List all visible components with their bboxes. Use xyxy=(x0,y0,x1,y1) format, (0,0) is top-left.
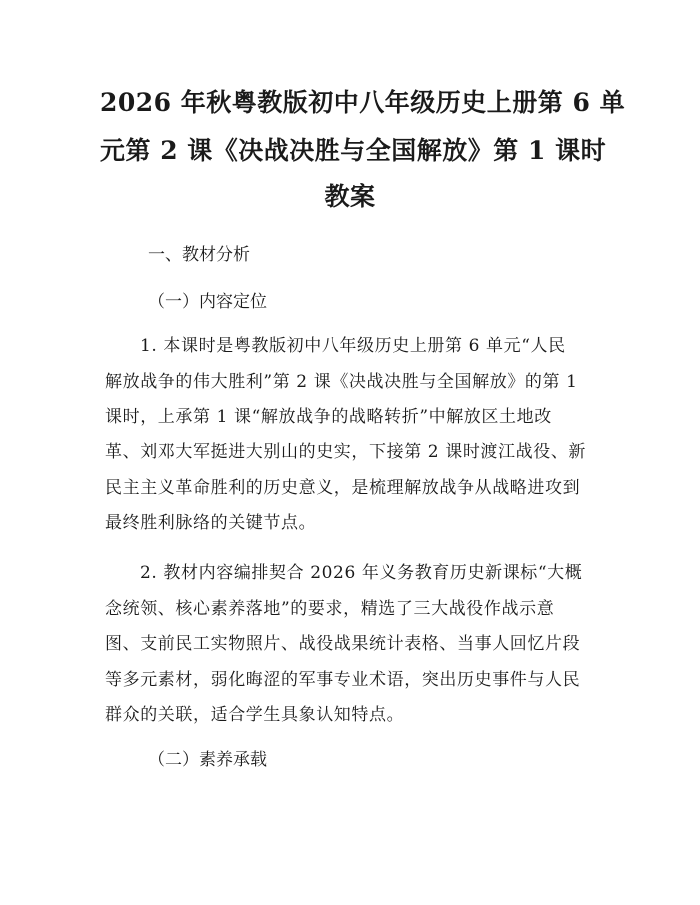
section-heading-textbook-analysis: 一、教材分析 xyxy=(148,245,250,265)
paragraph-2-line-4: 等多元素材，弱化晦涩的军事专业术语，突出历史事件与人民 xyxy=(105,670,581,690)
paragraph-2-line-2: 念统领、核心素养落地”的要求，精选了三大战役作战示意 xyxy=(105,599,555,619)
paragraph-1-line-2: 解放战争的伟大胜利”第 2 课《决战决胜与全国解放》的第 1 xyxy=(105,372,578,392)
document-title-line-1: 2026 年秋粤教版初中八年级历史上册第 6 单 xyxy=(100,88,626,117)
subsection-heading-literacy: （二）素养承载 xyxy=(148,750,267,770)
paragraph-2-line-5: 群众的关联，适合学生具象认知特点。 xyxy=(105,705,405,725)
paragraph-1-line-1: 1. 本课时是粤教版初中八年级历史上册第 6 单元“人民 xyxy=(140,336,566,356)
paragraph-2-line-3: 图、支前民工实物照片、战役战果统计表格、当事人回忆片段 xyxy=(105,634,581,654)
paragraph-1-line-4: 革、刘邓大军挺进大别山的史实，下接第 2 课时渡江战役、新 xyxy=(105,442,587,462)
paragraph-1-line-6: 最终胜利脉络的关键节点。 xyxy=(105,513,317,533)
document-title-line-2: 元第 2 课《决战决胜与全国解放》第 1 课时 xyxy=(100,136,607,165)
paragraph-2-line-1: 2. 教材内容编排契合 2026 年义务教育历史新课标“大概 xyxy=(140,563,583,583)
subsection-heading-content-positioning: （一）内容定位 xyxy=(148,292,267,312)
paragraph-1-line-3: 课时，上承第 1 课“解放战争的战略转折”中解放区土地改 xyxy=(105,407,552,427)
paragraph-1-line-5: 民主主义革命胜利的历史意义，是梳理解放战争从战略进攻到 xyxy=(105,478,581,498)
document-title-line-3: 教案 xyxy=(324,182,376,211)
